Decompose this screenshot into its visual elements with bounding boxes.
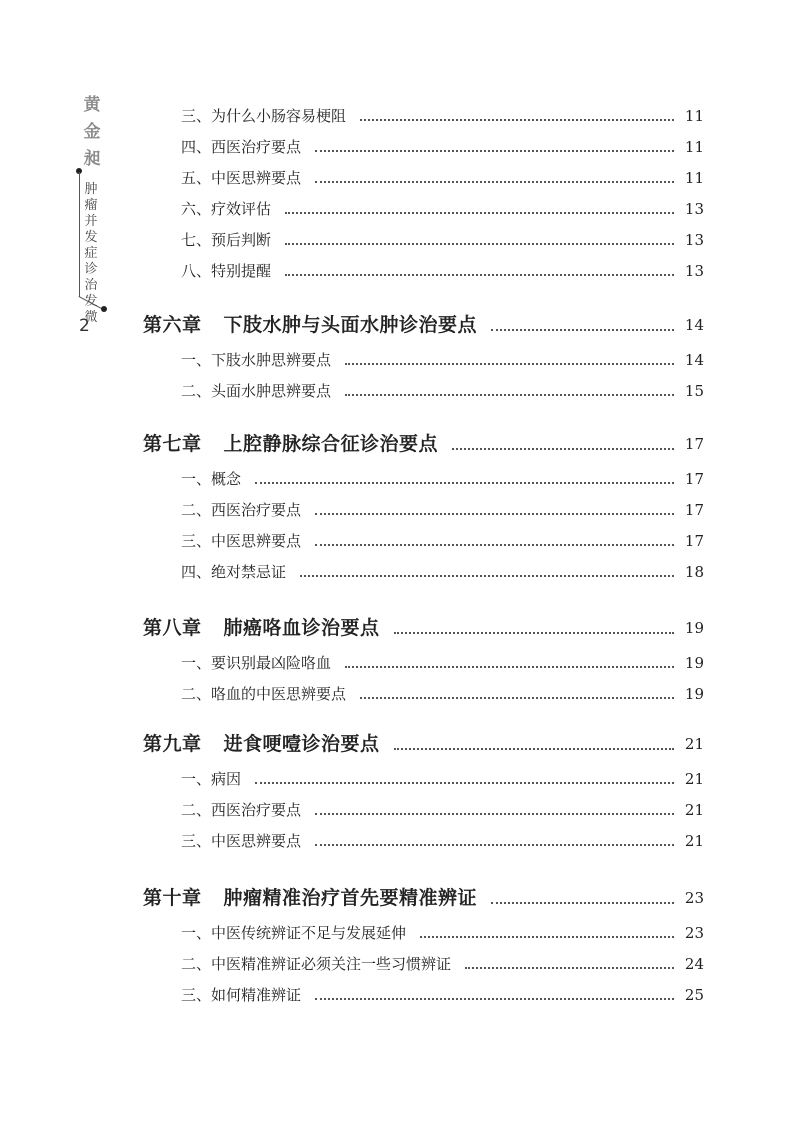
- dot-leader: [360, 119, 674, 121]
- toc-chapter-row[interactable]: [0, 616, 800, 640]
- toc-section-row[interactable]: [0, 798, 800, 822]
- rule-dot-bottom: [101, 306, 107, 312]
- dot-leader: [315, 998, 674, 1000]
- dot-leader: [345, 363, 674, 365]
- toc-section-row[interactable]: [0, 259, 800, 283]
- page-number-ref: 21: [684, 801, 704, 819]
- chapter-name: 进食哽噎诊治要点: [223, 733, 380, 755]
- page-number-ref: 14: [684, 316, 704, 334]
- toc-section-row[interactable]: [0, 104, 800, 128]
- toc-chapter-row[interactable]: [0, 886, 800, 910]
- dot-leader: [360, 697, 674, 699]
- page-number-ref: 17: [684, 501, 704, 519]
- page-number-ref: 21: [684, 735, 704, 753]
- dot-leader: [315, 844, 674, 846]
- chapter-name: 上腔静脉综合征诊治要点: [223, 433, 439, 455]
- dot-leader: [394, 748, 674, 750]
- toc-section-row[interactable]: [0, 379, 800, 403]
- chapter-title: [143, 886, 477, 910]
- section-title: 一、要识别最凶险咯血: [181, 654, 332, 672]
- dot-leader: [300, 575, 674, 577]
- section-title: 八、特别提醒: [181, 262, 272, 280]
- dot-leader: [491, 329, 674, 331]
- section-title: 三、中医思辨要点: [181, 832, 302, 850]
- dot-leader: [315, 181, 674, 183]
- chapter-number: 第十章: [143, 887, 202, 909]
- dot-leader: [452, 448, 674, 450]
- page-number-ref: 15: [684, 382, 704, 400]
- page-number-ref: 25: [684, 986, 704, 1004]
- dot-leader: [315, 513, 674, 515]
- toc-section-row[interactable]: [0, 952, 800, 976]
- page-number-ref: 17: [684, 435, 704, 453]
- toc-section-row[interactable]: [0, 651, 800, 675]
- toc-chapter-row[interactable]: [0, 432, 800, 456]
- dot-leader: [285, 274, 674, 276]
- toc-section-row[interactable]: [0, 166, 800, 190]
- dot-leader: [491, 902, 674, 904]
- toc-section-row[interactable]: [0, 228, 800, 252]
- page-number-ref: 18: [684, 563, 704, 581]
- page-number-ref: 21: [684, 770, 704, 788]
- toc-section-row[interactable]: [0, 529, 800, 553]
- section-title: 二、中医精准辨证必须关注一些习惯辨证: [181, 955, 452, 973]
- chapter-title: [143, 432, 438, 456]
- page-number-ref: 19: [684, 619, 704, 637]
- chapter-name: 下肢水肿与头面水肿诊治要点: [223, 314, 478, 336]
- section-title: 五、中医思辨要点: [181, 169, 302, 187]
- page-number-ref: 13: [684, 262, 704, 280]
- page-number-ref: 19: [684, 654, 704, 672]
- toc-section-row[interactable]: [0, 921, 800, 945]
- section-title: 二、西医治疗要点: [181, 501, 302, 519]
- dot-leader: [315, 150, 674, 152]
- page-number: 2: [79, 316, 90, 336]
- section-title: 六、疗效评估: [181, 200, 272, 218]
- section-title: 一、中医传统辨证不足与发展延伸: [181, 924, 407, 942]
- page-number-ref: 13: [684, 231, 704, 249]
- page-number-ref: 23: [684, 889, 704, 907]
- chapter-number: 第七章: [143, 433, 202, 455]
- toc-section-row[interactable]: [0, 348, 800, 372]
- toc-section-row[interactable]: [0, 767, 800, 791]
- section-title: 二、头面水肿思辨要点: [181, 382, 332, 400]
- page-number-ref: 11: [684, 138, 704, 156]
- page-number-ref: 23: [684, 924, 704, 942]
- page-number-ref: 21: [684, 832, 704, 850]
- section-title: 二、西医治疗要点: [181, 801, 302, 819]
- section-title: 四、西医治疗要点: [181, 138, 302, 156]
- toc-section-row[interactable]: [0, 682, 800, 706]
- chapter-number: 第八章: [143, 617, 202, 639]
- section-title: 一、下肢水肿思辨要点: [181, 351, 332, 369]
- chapter-number: 第六章: [143, 314, 202, 336]
- page-number-ref: 17: [684, 470, 704, 488]
- dot-leader: [345, 394, 674, 396]
- dot-leader: [315, 544, 674, 546]
- chapter-title: [143, 616, 380, 640]
- section-title: 二、咯血的中医思辨要点: [181, 685, 347, 703]
- chapter-number: 第九章: [143, 733, 202, 755]
- section-title: 四、绝对禁忌证: [181, 563, 287, 581]
- section-title: 三、中医思辨要点: [181, 532, 302, 550]
- dot-leader: [255, 782, 674, 784]
- section-title: 一、病因: [181, 770, 242, 788]
- dot-leader: [465, 967, 674, 969]
- dot-leader: [420, 936, 674, 938]
- toc-section-row[interactable]: [0, 135, 800, 159]
- toc-chapter-row[interactable]: [0, 732, 800, 756]
- dot-leader: [315, 813, 674, 815]
- section-title: 三、如何精准辨证: [181, 986, 302, 1004]
- chapter-name: 肺癌咯血诊治要点: [223, 617, 380, 639]
- toc-section-row[interactable]: [0, 829, 800, 853]
- section-title: 七、预后判断: [181, 231, 272, 249]
- dot-leader: [394, 632, 674, 634]
- page-number-ref: 11: [684, 169, 704, 187]
- toc-section-row[interactable]: [0, 983, 800, 1007]
- page-number-ref: 11: [684, 107, 704, 125]
- dot-leader: [345, 666, 674, 668]
- author-name: 黄金昶: [83, 95, 101, 169]
- dot-leader: [255, 482, 674, 484]
- book-title: 肿瘤并发症诊治发微: [84, 182, 98, 325]
- page-number-ref: 17: [684, 532, 704, 550]
- dot-leader: [285, 212, 674, 214]
- toc-chapter-row[interactable]: [0, 313, 800, 337]
- page-number-ref: 24: [684, 955, 704, 973]
- dot-leader: [285, 243, 674, 245]
- chapter-name: 肿瘤精准治疗首先要精准辨证: [223, 887, 478, 909]
- toc-section-row[interactable]: [0, 467, 800, 491]
- toc-section-row[interactable]: [0, 498, 800, 522]
- chapter-title: [143, 732, 380, 756]
- page-number-ref: 13: [684, 200, 704, 218]
- page-number-ref: 19: [684, 685, 704, 703]
- chapter-title: [143, 313, 477, 337]
- section-title: 三、为什么小肠容易梗阻: [181, 107, 347, 125]
- page-number-ref: 14: [684, 351, 704, 369]
- toc-section-row[interactable]: [0, 560, 800, 584]
- section-title: 一、概念: [181, 470, 242, 488]
- toc-section-row[interactable]: [0, 197, 800, 221]
